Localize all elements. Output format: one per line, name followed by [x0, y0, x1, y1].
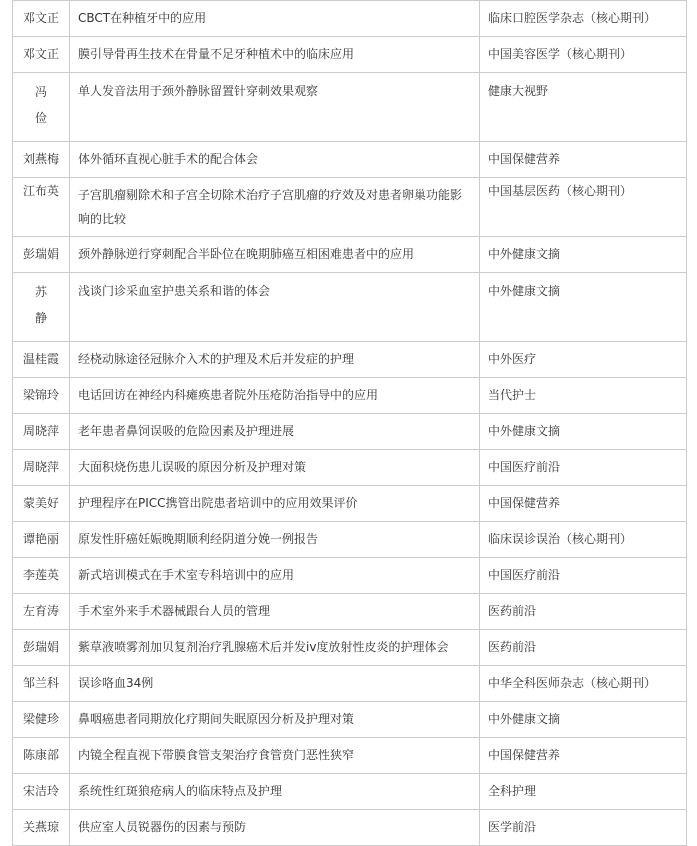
author-cell: 邓文正 — [13, 37, 70, 73]
journal-cell: 中国保健营养 — [480, 738, 687, 774]
table-row — [13, 73, 687, 142]
publication-table-body — [13, 1, 687, 846]
table-row — [13, 594, 687, 630]
title-cell: 供应室人员锐器伤的因素与预防 — [70, 810, 480, 846]
journal-cell: 中国医疗前沿 — [480, 450, 687, 486]
title-cell: 新式培训模式在手术室专科培训中的应用 — [70, 558, 480, 594]
author-cell: 宋洁玲 — [13, 774, 70, 810]
title-cell: 鼻咽癌患者同期放化疗期间失眠原因分析及护理对策 — [70, 702, 480, 738]
journal-cell: 健康大视野 — [480, 73, 687, 142]
title-cell: 大面积烧伤患儿误吸的原因分析及护理对策 — [70, 450, 480, 486]
author-cell: 左育涛 — [13, 594, 70, 630]
author-char: 俭 — [34, 111, 47, 125]
author-cell: 周晓萍 — [13, 450, 70, 486]
title-cell: 膜引导骨再生技术在骨量不足牙种植术中的临床应用 — [70, 37, 480, 73]
journal-cell: 中外健康文摘 — [480, 702, 687, 738]
table-row — [13, 414, 687, 450]
table-row — [13, 630, 687, 666]
table-row — [13, 450, 687, 486]
journal-cell: 中国美容医学（核心期刊） — [480, 37, 687, 73]
table-row — [13, 142, 687, 178]
journal-cell: 中国医疗前沿 — [480, 558, 687, 594]
title-cell: 经桡动脉途径冠脉介入术的护理及术后并发症的护理 — [70, 342, 480, 378]
title-cell: 原发性肝癌妊娠晚期顺利经阴道分娩一例报告 — [70, 522, 480, 558]
author-cell: 梁健珍 — [13, 702, 70, 738]
author-cell — [13, 273, 70, 342]
journal-cell: 临床口腔医学杂志（核心期刊） — [480, 1, 687, 37]
author-cell: 周晓萍 — [13, 414, 70, 450]
journal-cell: 医药前沿 — [480, 630, 687, 666]
author-char: 苏 — [34, 285, 47, 299]
table-row — [13, 37, 687, 73]
author-cell: 刘燕梅 — [13, 142, 70, 178]
table-row — [13, 273, 687, 342]
journal-cell: 全科护理 — [480, 774, 687, 810]
table-row — [13, 558, 687, 594]
journal-cell: 临床误诊误治（核心期刊） — [480, 522, 687, 558]
title-cell: 老年患者鼻饲误吸的危险因素及护理进展 — [70, 414, 480, 450]
table-row — [13, 774, 687, 810]
author-cell: 邹兰科 — [13, 666, 70, 702]
table-row — [13, 522, 687, 558]
table-row — [13, 378, 687, 414]
table-row — [13, 666, 687, 702]
table-row — [13, 702, 687, 738]
title-cell: 系统性红斑狼疮病人的临床特点及护理 — [70, 774, 480, 810]
author-cell: 彭瑞娟 — [13, 630, 70, 666]
journal-cell: 中国基层医药（核心期刊） — [480, 178, 687, 237]
author-cell: 李莲英 — [13, 558, 70, 594]
publication-table — [12, 0, 687, 846]
table-row — [13, 237, 687, 273]
author-cell: 彭瑞娟 — [13, 237, 70, 273]
table-row — [13, 810, 687, 846]
title-cell: 电话回访在神经内科瘫痪患者院外压疮防治指导中的应用 — [70, 378, 480, 414]
author-cell: 蒙美好 — [13, 486, 70, 522]
author-cell: 邓文正 — [13, 1, 70, 37]
table-row — [13, 738, 687, 774]
title-cell: 浅谈门诊采血室护患关系和谐的体会 — [70, 273, 480, 342]
author-cell: 谭艳丽 — [13, 522, 70, 558]
author-cell — [13, 73, 70, 142]
journal-cell: 中华全科医师杂志（核心期刊） — [480, 666, 687, 702]
author-cell: 关燕琼 — [13, 810, 70, 846]
title-cell: 手术室外来手术器械跟台人员的管理 — [70, 594, 480, 630]
table-row — [13, 342, 687, 378]
title-cell: 误诊咯血34例 — [70, 666, 480, 702]
author-char: 静 — [34, 311, 47, 325]
title-cell: 护理程序在PICC携管出院患者培训中的应用效果评价 — [70, 486, 480, 522]
journal-cell: 中国保健营养 — [480, 142, 687, 178]
author-char: 冯 — [34, 85, 47, 99]
title-cell: 内镜全程直视下带膜食管支架治疗食管贲门恶性狭窄 — [70, 738, 480, 774]
journal-cell: 中国保健营养 — [480, 486, 687, 522]
table-row — [13, 1, 687, 37]
journal-cell: 中外医疗 — [480, 342, 687, 378]
journal-cell: 医学前沿 — [480, 810, 687, 846]
title-cell: 单人发音法用于颈外静脉留置针穿刺效果观察 — [70, 73, 480, 142]
title-cell: 子宫肌瘤剔除术和子宫全切除术治疗子宫肌瘤的疗效及对患者卵巢功能影响的比较 — [70, 178, 480, 237]
author-cell: 江布英 — [13, 178, 70, 237]
journal-cell: 中外健康文摘 — [480, 414, 687, 450]
author-cell: 温桂霞 — [13, 342, 70, 378]
title-cell: 紫草液喷雾剂加贝复剂治疗乳腺癌术后并发iv度放射性皮炎的护理体会 — [70, 630, 480, 666]
journal-cell: 当代护士 — [480, 378, 687, 414]
title-cell: CBCT在种植牙中的应用 — [70, 1, 480, 37]
journal-cell: 医药前沿 — [480, 594, 687, 630]
journal-cell: 中外健康文摘 — [480, 237, 687, 273]
author-cell: 陈康部 — [13, 738, 70, 774]
author-cell: 梁锦玲 — [13, 378, 70, 414]
title-cell: 体外循环直视心脏手术的配合体会 — [70, 142, 480, 178]
title-cell: 颈外静脉逆行穿刺配合半卧位在晚期肺癌互相困难患者中的应用 — [70, 237, 480, 273]
journal-cell: 中外健康文摘 — [480, 273, 687, 342]
table-row — [13, 178, 687, 237]
table-row — [13, 486, 687, 522]
